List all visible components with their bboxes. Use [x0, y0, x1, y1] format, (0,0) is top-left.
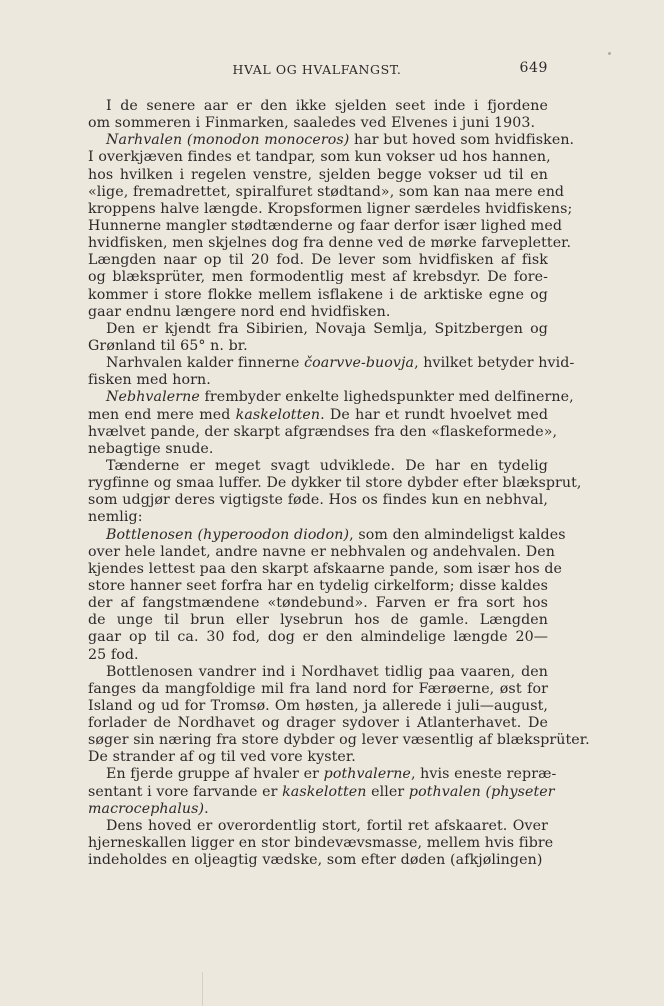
text-line	[88, 749, 548, 766]
text-segment: Island og ud for Tromsø. Om høsten, ja allerede i juli—august,	[88, 697, 548, 714]
paragraph	[88, 766, 557, 817]
text-segment: men end mere med	[88, 406, 236, 423]
text-segment: hvidfisken, men skjelnes dog fra denne ved de mørke farvepletter.	[88, 235, 572, 252]
text-segment: hos hvilken i regelen venstre, sjelden begge vokser ud til en	[88, 166, 548, 183]
ink-speck	[608, 52, 611, 55]
text-segment: , hvis eneste repræ-	[410, 766, 557, 783]
text-line	[88, 372, 548, 389]
text-line	[88, 149, 551, 166]
text-segment: kjendes lettest paa den skarpt afskaarne pande, som især hos de	[88, 560, 563, 577]
text-segment: I de senere aar er den ikke sjelden seet inde i fjordene	[106, 98, 548, 114]
text-segment: fisken med horn.	[88, 372, 211, 389]
text-line	[88, 543, 555, 561]
text-line	[88, 681, 548, 698]
italic-term: Bottlenosen (hyperoodon diodon)	[106, 526, 350, 543]
italic-term: kaskelotten	[282, 783, 367, 800]
text-line	[88, 338, 548, 355]
text-segment: der af fangstmændene «tøndebund». Farven er fra sort hos	[88, 595, 548, 612]
text-segment: Dens hoved er overordentlig stort, fortil ret afskaaret. Over	[106, 817, 548, 834]
text-line	[88, 252, 548, 269]
text-line	[88, 835, 554, 852]
text-segment: Hunnerne mangler stødtænderne og faar derfor især lighed med	[88, 217, 563, 234]
text-line	[88, 304, 548, 321]
text-segment: .	[204, 800, 209, 817]
text-line	[88, 852, 548, 869]
text-line	[88, 715, 548, 732]
text-line	[88, 355, 575, 372]
text-line	[88, 732, 590, 749]
text-segment: Narhvalen kalder finnerne	[106, 355, 305, 372]
text-line	[88, 321, 548, 338]
text-line	[88, 766, 557, 783]
text-line	[88, 818, 548, 835]
text-line	[88, 407, 548, 424]
text-line	[88, 492, 548, 509]
text-line	[88, 647, 548, 664]
text-segment: som udgjør deres vigtigste føde. Hos os findes kun en nebhval,	[88, 492, 548, 509]
text-segment: Bottlenosen vandrer ind i Nordhavet tidlig paa vaaren, den	[106, 663, 548, 680]
text-segment: kommer i store flokke mellem isflakene i de arktiske egne og	[88, 286, 548, 303]
paragraph	[88, 526, 566, 664]
text-line	[88, 98, 548, 115]
body-text	[88, 98, 590, 869]
paragraph	[88, 98, 548, 132]
text-line	[88, 115, 548, 132]
text-segment: . De har et rundt hvoelvet med	[320, 406, 548, 423]
text-segment: Tænderne er meget svagt udviklede. De har en tydelig	[106, 457, 548, 474]
running-title: HVAL OG HVALFANGST.	[232, 62, 402, 77]
text-segment: indeholdes en oljeagtig vædske, som efter døden (afkjølingen)	[88, 852, 543, 869]
text-segment: over hele landet, andre navne er nebhvalen og andehvalen. Den	[88, 543, 555, 560]
italic-term: Nebhvalerne	[106, 389, 200, 406]
text-line	[88, 217, 563, 235]
text-segment: kroppens halve længde. Kropsformen ligner særdeles hvidfiskens;	[88, 200, 573, 217]
text-segment: gaar op til ca. 30 fod, dog er den almindelige længde 20—	[88, 629, 548, 646]
page-crease	[202, 972, 203, 1006]
text-segment: sentant i vore farvande er	[88, 783, 283, 800]
italic-term: pothvalerne	[323, 766, 411, 783]
italic-term: čoarvve-buovja	[304, 355, 415, 372]
text-segment: hvælvet pande, der skarpt afgrændses fra den «flaskeformede»,	[88, 423, 558, 440]
text-segment: I overkjæven findes et tandpar, som kun vokser ud hos hannen,	[88, 149, 551, 166]
text-line	[88, 783, 555, 801]
text-segment: rygfinne og smaa luffer. De dykker til store dybder efter blæksprut,	[88, 475, 582, 492]
paragraph	[88, 817, 554, 869]
text-line	[88, 629, 548, 646]
text-line	[88, 560, 563, 578]
text-line	[88, 801, 548, 818]
text-line	[88, 200, 573, 218]
paragraph	[88, 355, 575, 389]
paragraph	[88, 663, 590, 767]
text-line	[88, 269, 548, 286]
text-line	[88, 183, 565, 201]
text-line	[88, 235, 572, 252]
text-segment: , som den almindeligst kaldes	[349, 526, 566, 543]
text-segment: og blæksprüter, men formodentlig mest af krebsdyr. De fore-	[88, 269, 548, 286]
text-segment: søger sin næring fra store dybder og lever væsentlig af blæksprüter.	[88, 732, 590, 749]
text-segment: Grønland til 65° n. br.	[88, 337, 248, 354]
text-line	[88, 612, 548, 629]
text-segment: nemlig:	[88, 509, 143, 526]
text-segment: eller	[366, 783, 409, 800]
paragraph	[88, 132, 575, 321]
italic-term: macrocephalus)	[88, 800, 205, 817]
text-line	[88, 441, 548, 458]
text-segment: frembyder enkelte lighedspunkter med delfinerne,	[199, 389, 574, 406]
text-segment: gaar endnu længere nord end hvidfisken.	[88, 303, 391, 320]
text-segment: De strander af og til ved vore kyster.	[88, 749, 356, 766]
text-line	[88, 578, 548, 595]
text-segment: nebagtige snude.	[88, 440, 214, 457]
page-number: 649	[519, 60, 548, 76]
text-line	[88, 389, 574, 406]
text-segment: Længden naar op til 20 fod. De lever som hvidfisken af fisk	[88, 252, 548, 269]
paragraph	[88, 457, 582, 527]
text-line	[88, 664, 548, 681]
text-segment: store hanner seet forfra har en tydelig cirkelform; disse kaldes	[88, 577, 548, 594]
italic-term: kaskelotten	[235, 406, 321, 423]
text-segment: hjerneskallen ligger en stor bindevævsmasse, mellem hvis fibre	[88, 835, 554, 852]
text-segment: om sommeren i Finmarken, saaledes ved Elvenes i juni 1903.	[88, 115, 536, 132]
text-line	[88, 132, 575, 149]
text-segment: de unge til brun eller lysebrun hos de gamle. Længden	[88, 612, 548, 629]
text-segment: 25 fod.	[88, 646, 139, 663]
text-line	[88, 526, 566, 544]
text-line	[88, 287, 548, 304]
text-line	[88, 167, 548, 184]
paragraph	[88, 389, 574, 458]
text-segment: forlader de Nordhavet og drager sydover i Atlanterhavet. De	[88, 715, 548, 732]
paragraph	[88, 321, 548, 355]
italic-term: Narhvalen (monodon monoceros)	[106, 132, 350, 149]
italic-term: pothvalen (physeter	[408, 783, 555, 800]
text-segment: «lige, fremadrettet, spiralfuret stødtand», som kan naa mere end	[88, 183, 565, 200]
text-line	[88, 595, 548, 612]
text-segment: har but hoved som hvidfisken.	[349, 132, 575, 149]
text-line	[88, 423, 558, 441]
text-segment: En fjerde gruppe af hvaler er	[106, 766, 324, 783]
text-line	[88, 475, 582, 492]
running-header	[86, 62, 548, 82]
text-segment: , hvilket betyder hvid-	[414, 355, 575, 372]
text-segment: Den er kjendt fra Sibirien, Novaja Semlja, Spitzbergen og	[106, 320, 548, 337]
text-line	[88, 698, 548, 715]
text-segment: fanges da mangfoldige mil fra land nord for Færøerne, øst for	[88, 680, 548, 697]
text-line	[88, 458, 548, 475]
text-line	[88, 509, 548, 526]
